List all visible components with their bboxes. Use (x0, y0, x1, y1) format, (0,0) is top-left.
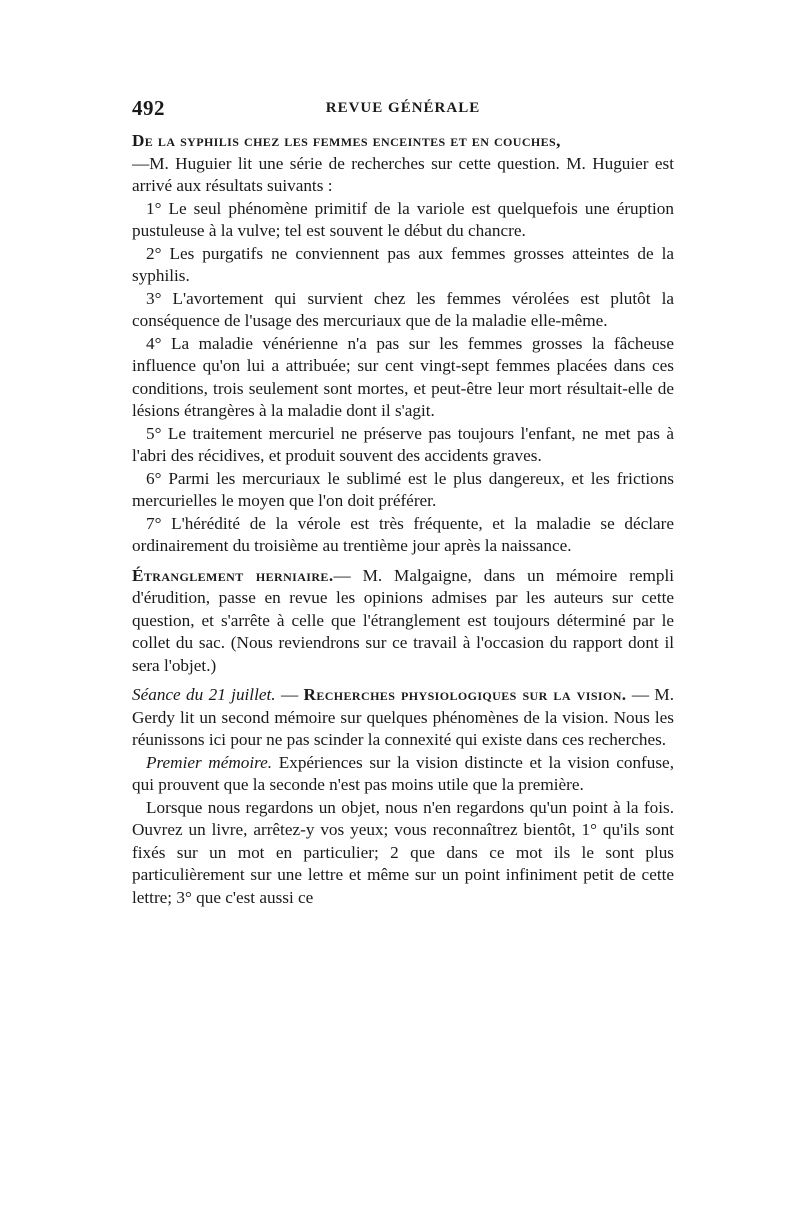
page-body (132, 130, 674, 909)
vision-section-title: Recherches physiologiques sur la vision. (303, 685, 627, 704)
etranglement-paragraph (132, 565, 674, 678)
seance-date: Séance du 21 juillet. (132, 685, 276, 704)
syphilis-point-3: 3° L'avortement qui survient chez les femmes vérolées est plutôt la conséquence de l'usage des mercuriaux que de la maladie elle-même. (132, 288, 674, 330)
premier-memoire-paragraph (132, 752, 674, 797)
premier-memoire-text: Expériences sur la vision distincte et la vision confuse, qui prouvent que la seconde n'est pas moins utile que la première. (132, 752, 674, 794)
vision-paragraph (132, 684, 674, 752)
syphilis-point-5: 5° Le traitement mercuriel ne préserve pas toujours l'enfant, ne met pas à l'abri des récidives, et produit souvent des accidents graves. (132, 423, 674, 465)
syphilis-intro-text: —M. Huguier lit une série de recherches sur cette question. M. Huguier est arrivé aux résultats suivants : (132, 153, 674, 195)
syphilis-intro-paragraph (132, 130, 674, 198)
etranglement-text: — M. Malgaigne, dans un mémoire rempli d'érudition, passe en revue les opinions admises par les auteurs sur cette question, et s'arrête à celle que l'étranglement est toujours déterminé par le collet du sac. (Nous reviendrons sur ce travail à l'occasion du rapport dont il sera l'objet.) (132, 565, 674, 675)
syphilis-point-6: 6° Parmi les mercuriaux le sublimé est le plus dangereux, et les frictions mercurielles le moyen que l'on doit préférer. (132, 468, 674, 510)
syphilis-section-title: De la syphilis chez les femmes enceintes et en couches, (132, 131, 561, 150)
syphilis-point-7: 7° L'hérédité de la vérole est très fréquente, et la maladie se déclare ordinairement du troisième au trentième jour après la naissance. (132, 513, 674, 555)
etranglement-section-title: Étranglement herniaire. (132, 565, 334, 585)
vision-last-paragraph: Lorsque nous regardons un objet, nous n'en regardons qu'un point à la fois. Ouvrez un livre, arrêtez-y vos yeux; vous reconnaîtrez bientôt, 1° qu'ils sont fixés sur un mot en particulier; 2 que dans ce mot ils le sont plus particulièrement sur une lettre et même sur un point infiniment petit de cette lettre; 3° que c'est aussi ce (132, 797, 674, 907)
syphilis-point-4: 4° La maladie vénérienne n'a pas sur les femmes grosses la fâcheuse influence qu'on lui a attribuée; sur cent vingt-sept femmes placées dans ces conditions, trois seulement sont mortes, et peut-être leur mort résultait-elle de lésions étrangères à la maladie dont il s'agit. (132, 333, 674, 420)
seance-dash: — (275, 685, 304, 704)
premier-memoire-label: Premier mémoire. (146, 752, 273, 772)
running-title: REVUE GÉNÉRALE (325, 100, 481, 116)
syphilis-point-1: 1° Le seul phénomène primitif de la variole est quelquefois une éruption pustuleuse à la vulve; tel est souvent le début du chancre. (132, 198, 674, 240)
syphilis-point-2: 2° Les purgatifs ne conviennent pas aux femmes grosses atteintes de la syphilis. (132, 243, 674, 285)
page-number: 492 (132, 96, 165, 120)
page-header (132, 96, 674, 126)
vision-text: — M. Gerdy lit un second mémoire sur quelques phénomènes de la vision. Nous les réunissons ici pour ne pas scinder la connexité qui existe dans ces recherches. (132, 685, 674, 749)
